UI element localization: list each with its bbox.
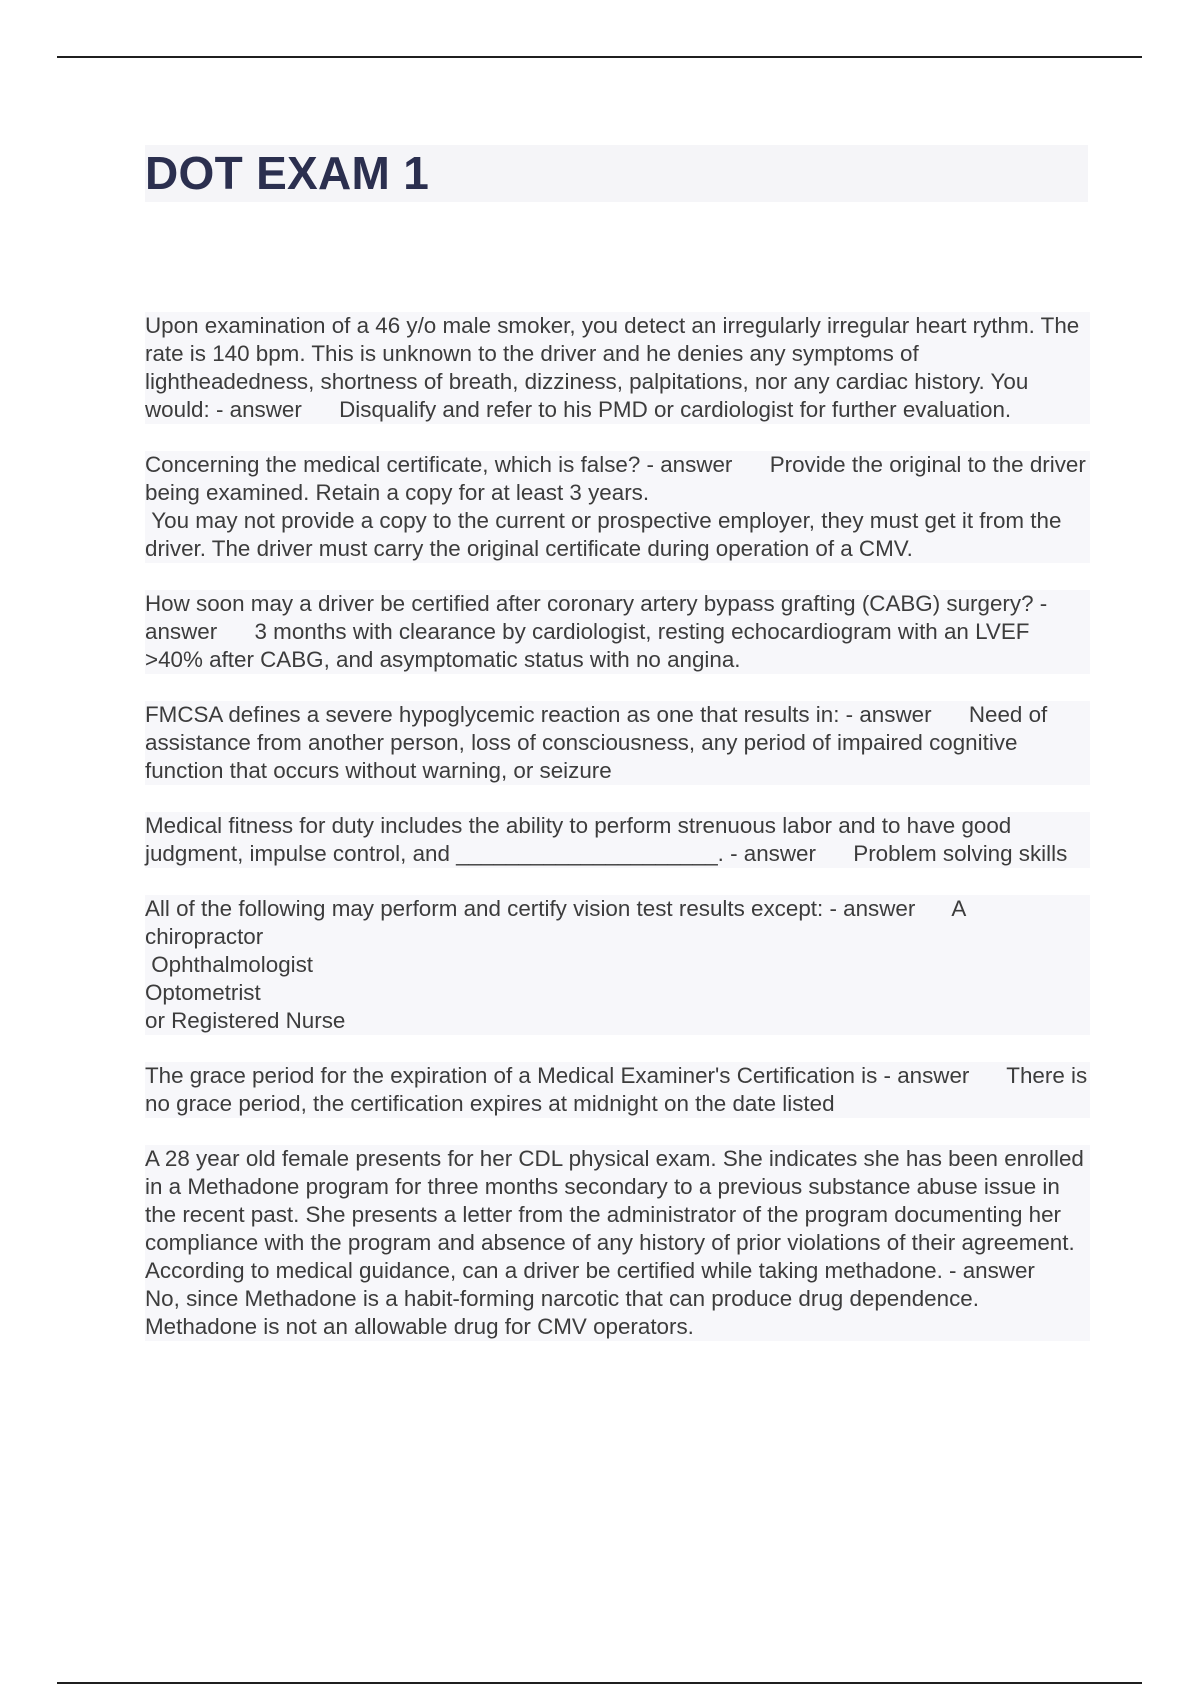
qa-list xyxy=(145,312,1094,1368)
qa-item: FMCSA defines a severe hypoglycemic reaction as one that results in: - answer Need of assistance from another person, loss of consciousness, any period of impaired cognitive function that occurs without warning, or seizure xyxy=(145,701,1090,785)
footer-rule xyxy=(57,1682,1142,1684)
qa-item: Upon examination of a 46 y/o male smoker, you detect an irregularly irregular heart rythm. The rate is 140 bpm. This is unknown to the driver and he denies any symptoms of lightheadedness, shortness of breath, dizziness, palpitations, nor any cardiac history. You would: - answer Disqualify and refer to his PMD or cardiologist for further evaluation. xyxy=(145,312,1090,424)
page-title: DOT EXAM 1 xyxy=(145,147,430,199)
qa-item: How soon may a driver be certified after coronary artery bypass grafting (CABG) surgery? - answer 3 months with clearance by cardiologist, resting echocardiogram with an LVEF >40% after CABG, and asymptomatic status with no angina. xyxy=(145,590,1090,674)
qa-item: Concerning the medical certificate, which is false? - answer Provide the original to the driver being examined. Retain a copy for at least 3 years. You may not provide a copy to the current or prospective employer, they must get it from the driver. The driver must carry the original certificate during operation of a CMV. xyxy=(145,451,1090,563)
qa-item: All of the following may perform and certify vision test results except: - answer A chiropractor Ophthalmologist Optometrist or Registered Nurse xyxy=(145,895,1090,1035)
qa-item: A 28 year old female presents for her CDL physical exam. She indicates she has been enrolled in a Methadone program for three months secondary to a previous substance abuse issue in the recent past. She presents a letter from the administrator of the program documenting her compliance with the program and absence of any history of prior violations of their agreement. According to medical guidance, can a driver be certified while taking methadone. - answer No, since Methadone is a habit-forming narcotic that can produce drug dependence. Methadone is not an allowable drug for CMV operators. xyxy=(145,1146,1091,1339)
header-rule xyxy=(57,56,1142,58)
qa-item: Medical fitness for duty includes the ability to perform strenuous labor and to have good judgment, impulse control, and _____________________. - answer Problem solving skills xyxy=(145,812,1090,868)
qa-item: The grace period for the expiration of a Medical Examiner's Certification is - answer There is no grace period, the certification expires at midnight on the date listed xyxy=(145,1063,1094,1116)
